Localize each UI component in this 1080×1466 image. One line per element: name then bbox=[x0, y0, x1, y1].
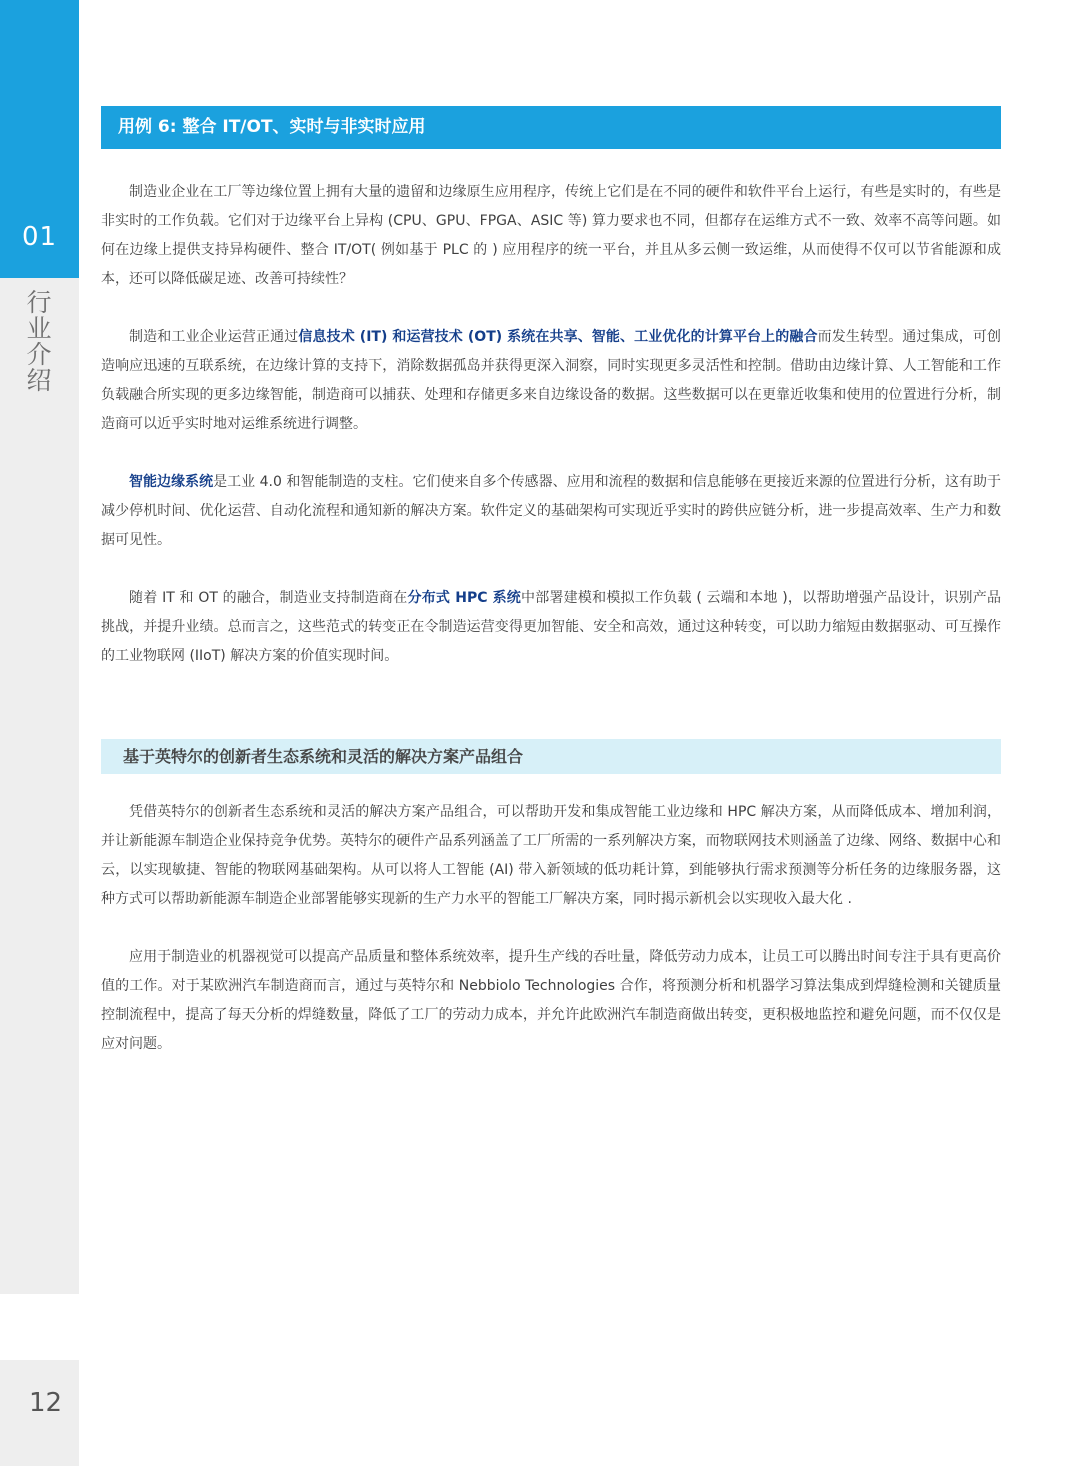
paragraph bbox=[101, 468, 1001, 555]
highlight-text: 智能边缘系统 bbox=[129, 474, 214, 490]
paragraph bbox=[101, 323, 1001, 439]
paragraph-text: 随着 IT 和 OT 的融合，制造业支持制造商在 bbox=[129, 590, 408, 606]
highlight-text: 分布式 HPC 系统 bbox=[407, 590, 522, 606]
use-case-heading: 用例 6: 整合 IT/OT、实时与非实时应用 bbox=[101, 106, 1001, 149]
page-number: 12 bbox=[28, 1388, 63, 1418]
section-heading: 基于英特尔的创新者生态系统和灵活的解决方案产品组合 bbox=[101, 739, 1001, 774]
sidebar-strip bbox=[0, 278, 79, 1294]
paragraph: 制造业企业在工厂等边缘位置上拥有大量的遗留和边缘原生应用程序，传统上它们是在不同的硬件和软件平台上运行，有些是实时的，有些是非实时的工作负载。它们对于边缘平台上异构 (CPU、GPU、FPGA、ASIC 等) 算力要求也不同，但都存在运维方式不一致、效率不高等问题。如何在边缘上提供支持异构硬件、整合 IT/OT( 例如基于 PLC 的 ) 应用程序的统一平台，并且从多云侧一致运维，从而使得不仅可以节省能源和成本，还可以降低碳足迹、改善可持续性？ bbox=[101, 184, 1001, 287]
paragraph: 应用于制造业的机器视觉可以提高产品质量和整体系统效率，提升生产线的吞吐量，降低劳动力成本，让员工可以腾出时间专注于具有更高价值的工作。对于某欧洲汽车制造商而言，通过与英特尔和 Nebbiolo Technologies 合作，将预测分析和机器学习算法集成到焊缝检测和关键质量控制流程中，提高了每天分析的焊缝数量，降低了工厂的劳动力成本，并允许此欧洲汽车制造商做出转变，更积极地监控和避免问题，而不仅仅是应对问题。 bbox=[101, 949, 1001, 1052]
paragraph bbox=[101, 584, 1001, 671]
paragraph-text: 制造和工业企业运营正通过 bbox=[129, 329, 299, 345]
paragraph-text: 中部署建模和模拟工作负载 ( 云端和本地 )，以帮助增强产品设计，识别产品挑战，并提升业绩。总而言之，这些范式的转变正在令制造运营变得更加智能、安全和高效，通过这种转变，可以助力缩短由数据驱动、可互操作的工业物联网 (IIoT) 解决方案的价值实现时间。 bbox=[101, 590, 1001, 664]
chapter-number: 01 bbox=[21, 222, 58, 252]
main-content bbox=[101, 106, 1001, 1059]
highlight-text: 信息技术 (IT) 和运营技术 (OT) 系统在共享、智能、工业优化的计算平台上的融合 bbox=[298, 329, 818, 345]
paragraph-text: 是工业 4.0 和智能制造的支柱。它们使来自多个传感器、应用和流程的数据和信息能够在更接近来源的位置进行分析，这有助于减少停机时间、优化运营、自动化流程和通知新的解决方案。软件定义的基础架构可实现近乎实时的跨供应链分析，进一步提高效率、生产力和数据可见性。 bbox=[101, 474, 1002, 548]
chapter-title: 行业介绍 bbox=[26, 288, 52, 395]
paragraph-text: 而发生转型。通过集成，可创造响应迅速的互联系统，在边缘计算的支持下，消除数据孤岛并获得更深入洞察，同时实现更多灵活性和控制。借助由边缘计算、人工智能和工作负载融合所实现的更多边缘智能，制造商可以捕获、处理和存储更多来自边缘设备的数据。这些数据可以在更靠近收集和使用的位置进行分析，制造商可以近乎实时地对运维系统进行调整。 bbox=[101, 329, 1001, 432]
paragraph: 凭借英特尔的创新者生态系统和灵活的解决方案产品组合，可以帮助开发和集成智能工业边缘和 HPC 解决方案，从而降低成本、增加利润，并让新能源车制造企业保持竞争优势。英特尔的硬件产品系列涵盖了工厂所需的一系列解决方案，而物联网技术则涵盖了边缘、网络、数据中心和云，以实现敏捷、智能的物联网基础架构。从可以将人工智能 (AI) 带入新领域的低功耗计算，到能够执行需求预测等分析任务的边缘服务器，这种方式可以帮助新能源车制造企业部署能够实现新的生产力水平的智能工厂解决方案，同时揭示新机会以实现收入最大化 . bbox=[101, 804, 1001, 907]
